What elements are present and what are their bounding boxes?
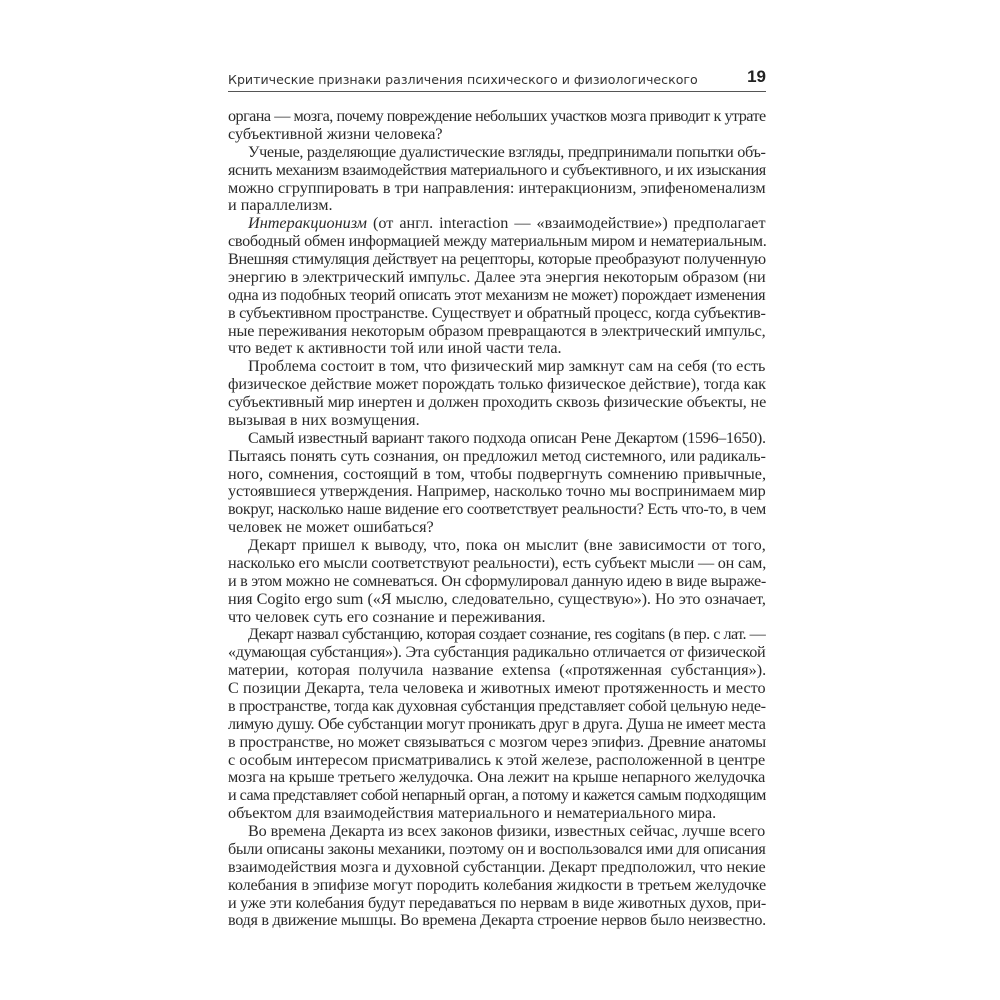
- line-content: [228, 609, 546, 627]
- line-content: [228, 805, 716, 823]
- line-content: [228, 180, 766, 198]
- line-content: [228, 376, 766, 394]
- line-content: [228, 251, 766, 269]
- text-line: [228, 180, 766, 198]
- line-content: [228, 752, 765, 770]
- text-line: [228, 805, 766, 823]
- text-line: [228, 680, 766, 698]
- text-line: [228, 644, 766, 662]
- text-line: [228, 877, 766, 895]
- text-line: [228, 215, 766, 233]
- line-content: [228, 108, 766, 126]
- text-line: [228, 519, 766, 537]
- line-text: с особым интересом присматривались к этой железе, расположенной в центре: [228, 750, 766, 769]
- line-content: [248, 537, 766, 555]
- line-text: мозга на крыше третьего желудочка. Она лежит на крыше непарного желудочка: [228, 768, 766, 787]
- text-line: [228, 430, 766, 448]
- text-line: [228, 162, 766, 180]
- text-line: [228, 287, 766, 305]
- line-text: Во времена Декарта из всех законов физики, известных сейчас, лучше всего: [248, 822, 766, 840]
- text-line: [228, 466, 766, 484]
- line-text: вокруг, насколько наше видение его соответствует реальности? Есть что-то, в чем: [228, 500, 766, 519]
- line-content: [228, 841, 766, 859]
- body-text: [228, 108, 766, 930]
- line-text: органа — мозга, почему повреждение небольших участков мозга приводит к утрате: [228, 107, 766, 125]
- line-text: устоявшиеся утверждения. Например, насколько точно мы воспринимаем мир: [228, 482, 766, 501]
- line-text: одна из подобных теорий описать этот механизм не может) порождает изменения: [228, 285, 766, 304]
- line-content: [228, 340, 562, 358]
- line-text: ные переживания некоторым образом превращаются в электрический импульс,: [228, 321, 766, 340]
- text-line: [228, 448, 766, 466]
- line-content: [228, 323, 766, 341]
- line-content: [228, 769, 765, 787]
- text-line: [228, 841, 766, 859]
- text-line: [228, 126, 766, 144]
- line-content: [248, 144, 766, 162]
- line-content: [248, 215, 766, 233]
- line-text: взаимодействия мозга и духовной субстанции. Декарт предположил, что некие: [228, 857, 766, 876]
- line-text: и параллелизм.: [228, 196, 333, 215]
- line-text: и сама представляет собой непарный орган, а потому и кажется самым подходящим: [228, 786, 766, 805]
- line-content: [228, 859, 766, 877]
- text-line: [228, 340, 766, 358]
- line-content: [228, 787, 766, 805]
- line-text: физическое действие может порождать только физическое действие), тогда как: [228, 375, 766, 394]
- line-text: субъективной жизни человека?: [228, 124, 443, 143]
- line-text: можно сгруппировать в три направления: интеракционизм, эпифеноменализм: [228, 178, 766, 197]
- line-text: и уже эти колебания будут передаваться по нервам в виде животных духов, при-: [228, 893, 767, 912]
- text-line: [228, 859, 766, 877]
- line-text: материи, которая получила название extensa («протяженная субстанция»).: [228, 661, 767, 680]
- line-text: Ученые, разделяющие дуалистические взгляды, предпринимали попытки объ-: [248, 142, 766, 161]
- text-line: [228, 823, 766, 841]
- line-content: [248, 626, 765, 644]
- text-line: [228, 698, 766, 716]
- line-text: водя в движение мышцы. Во времена Декарта строение нервов было неизвестно.: [228, 911, 766, 930]
- line-content: [248, 823, 765, 841]
- text-line: [228, 537, 766, 555]
- line-text: в субъективном пространстве. Существует и обратный процесс, когда субъектив-: [228, 303, 766, 322]
- line-text: колебания в эпифизе могут породить колебания жидкости в третьем желудочке: [228, 875, 766, 894]
- line-text: в пространстве, тогда как духовная субстанция представляет собой цельную неде-: [228, 696, 766, 715]
- text-line: [228, 144, 766, 162]
- line-content: [228, 698, 766, 716]
- text-line: [228, 895, 766, 913]
- line-content: [228, 877, 766, 895]
- line-content: [248, 430, 766, 448]
- book-page: [228, 66, 766, 930]
- running-header: [228, 66, 766, 92]
- text-line: [228, 787, 766, 805]
- line-content: [228, 233, 766, 251]
- text-line: [228, 197, 766, 215]
- line-text: свободный обмен информацией между материальным миром и нематериальным.: [228, 232, 767, 251]
- line-content: [228, 305, 766, 323]
- line-text: были описаны законы механики, поэтому он и воспользовался ими для описания: [228, 839, 766, 858]
- line-text: Пытаясь понять суть сознания, он предложил метод системного, или радикаль-: [228, 446, 766, 465]
- text-line: [228, 376, 766, 394]
- text-line: [228, 233, 766, 251]
- line-content: [228, 716, 765, 734]
- text-line: [228, 662, 766, 680]
- line-text: насколько его мысли соответствуют реальности), есть субъект мысли — он сам,: [228, 553, 767, 572]
- page-number: 19: [747, 67, 766, 86]
- italic-term: Интеракционизм: [248, 214, 368, 233]
- text-line: [228, 609, 766, 627]
- line-text: объектом для взаимодействия материального и нематериального мира.: [228, 804, 717, 823]
- line-content: [228, 483, 766, 501]
- line-text: что ведет к активности той или иной части тела.: [228, 339, 562, 358]
- line-content: [228, 162, 766, 180]
- line-text: Самый известный вариант такого подхода описан Рене Декартом (1596–1650).: [248, 428, 766, 447]
- line-content: [228, 501, 766, 519]
- line-text: Внешняя стимуляция действует на рецепторы, которые преобразуют полученную: [228, 250, 766, 268]
- line-content: [228, 912, 766, 930]
- line-content: [228, 394, 766, 412]
- line-text: ния Cogito ergo sum («Я мыслю, следовательно, существую»). Но это означает,: [228, 589, 766, 608]
- line-text: вызывая в них возмущения.: [228, 410, 420, 429]
- text-line: [228, 769, 766, 787]
- text-line: [228, 305, 766, 323]
- text-line: [228, 626, 766, 644]
- text-line: [228, 734, 766, 752]
- line-content: [228, 412, 420, 430]
- line-content: [228, 466, 766, 484]
- line-text: Декарт назвал субстанцию, которая создает сознание, res cogitans (в пер. с лат. —: [248, 625, 766, 644]
- text-line: [228, 483, 766, 501]
- line-text: С позиции Декарта, тела человека и животных имеют протяженность и место: [228, 679, 766, 697]
- line-text: лимую душу. Обе субстанции могут проникать друг в друга. Душа не имеет места: [228, 714, 766, 733]
- line-content: [228, 644, 765, 662]
- line-content: [248, 358, 765, 376]
- line-content: [228, 287, 765, 305]
- line-content: [228, 573, 766, 591]
- line-content: [228, 734, 766, 752]
- text-line: [228, 501, 766, 519]
- line-content: [228, 895, 766, 913]
- text-line: [228, 716, 766, 734]
- line-text: и в этом можно не сомневаться. Он сформулировал данную идею в виде выраже-: [228, 571, 766, 590]
- line-text: «думающая субстанция»). Эта субстанция радикально отличается от физической: [228, 643, 766, 662]
- line-text: (от англ. interaction — «взаимодействие») предполагает: [367, 214, 766, 233]
- line-content: [228, 555, 766, 573]
- text-line: [228, 358, 766, 376]
- line-content: [228, 680, 766, 698]
- text-line: [228, 591, 766, 609]
- line-content: [228, 197, 333, 215]
- line-content: [228, 448, 766, 466]
- text-line: [228, 251, 766, 269]
- text-line: [228, 323, 766, 341]
- line-content: [228, 126, 443, 144]
- line-content: [228, 269, 766, 287]
- text-line: [228, 394, 766, 412]
- text-line: [228, 573, 766, 591]
- text-line: [228, 555, 766, 573]
- line-text: субъективный мир инертен и должен проходить сквозь физические объекты, не: [228, 393, 767, 411]
- line-content: [228, 662, 766, 680]
- text-line: [228, 752, 766, 770]
- line-content: [228, 519, 434, 537]
- line-text: ного, сомнения, состоящий в том, чтобы подвергнуть сомнению привычные,: [228, 464, 767, 483]
- text-line: [228, 412, 766, 430]
- line-text: Декарт пришел к выводу, что, пока он мыслит (вне зависимости от того,: [248, 536, 766, 554]
- text-line: [228, 269, 766, 287]
- line-text: энергию в электрический импульс. Далее эта энергия некоторым образом (ни: [228, 267, 766, 286]
- line-text: что человек суть его сознание и переживания.: [228, 607, 546, 626]
- line-text: яснить механизм взаимодействия материального и субъективного, и их изыскания: [228, 160, 766, 179]
- line-text: в пространстве, но может связываться с мозгом через эпифиз. Древние анатомы: [228, 732, 766, 751]
- line-content: [228, 591, 766, 609]
- line-text: Проблема состоит в том, что физический мир замкнут сам на себя (то есть: [248, 357, 766, 376]
- text-line: [228, 912, 766, 930]
- text-line: [228, 108, 766, 126]
- line-text: человек не может ошибаться?: [228, 518, 434, 537]
- running-title: Критические признаки различения психического и физиологического: [228, 72, 698, 87]
